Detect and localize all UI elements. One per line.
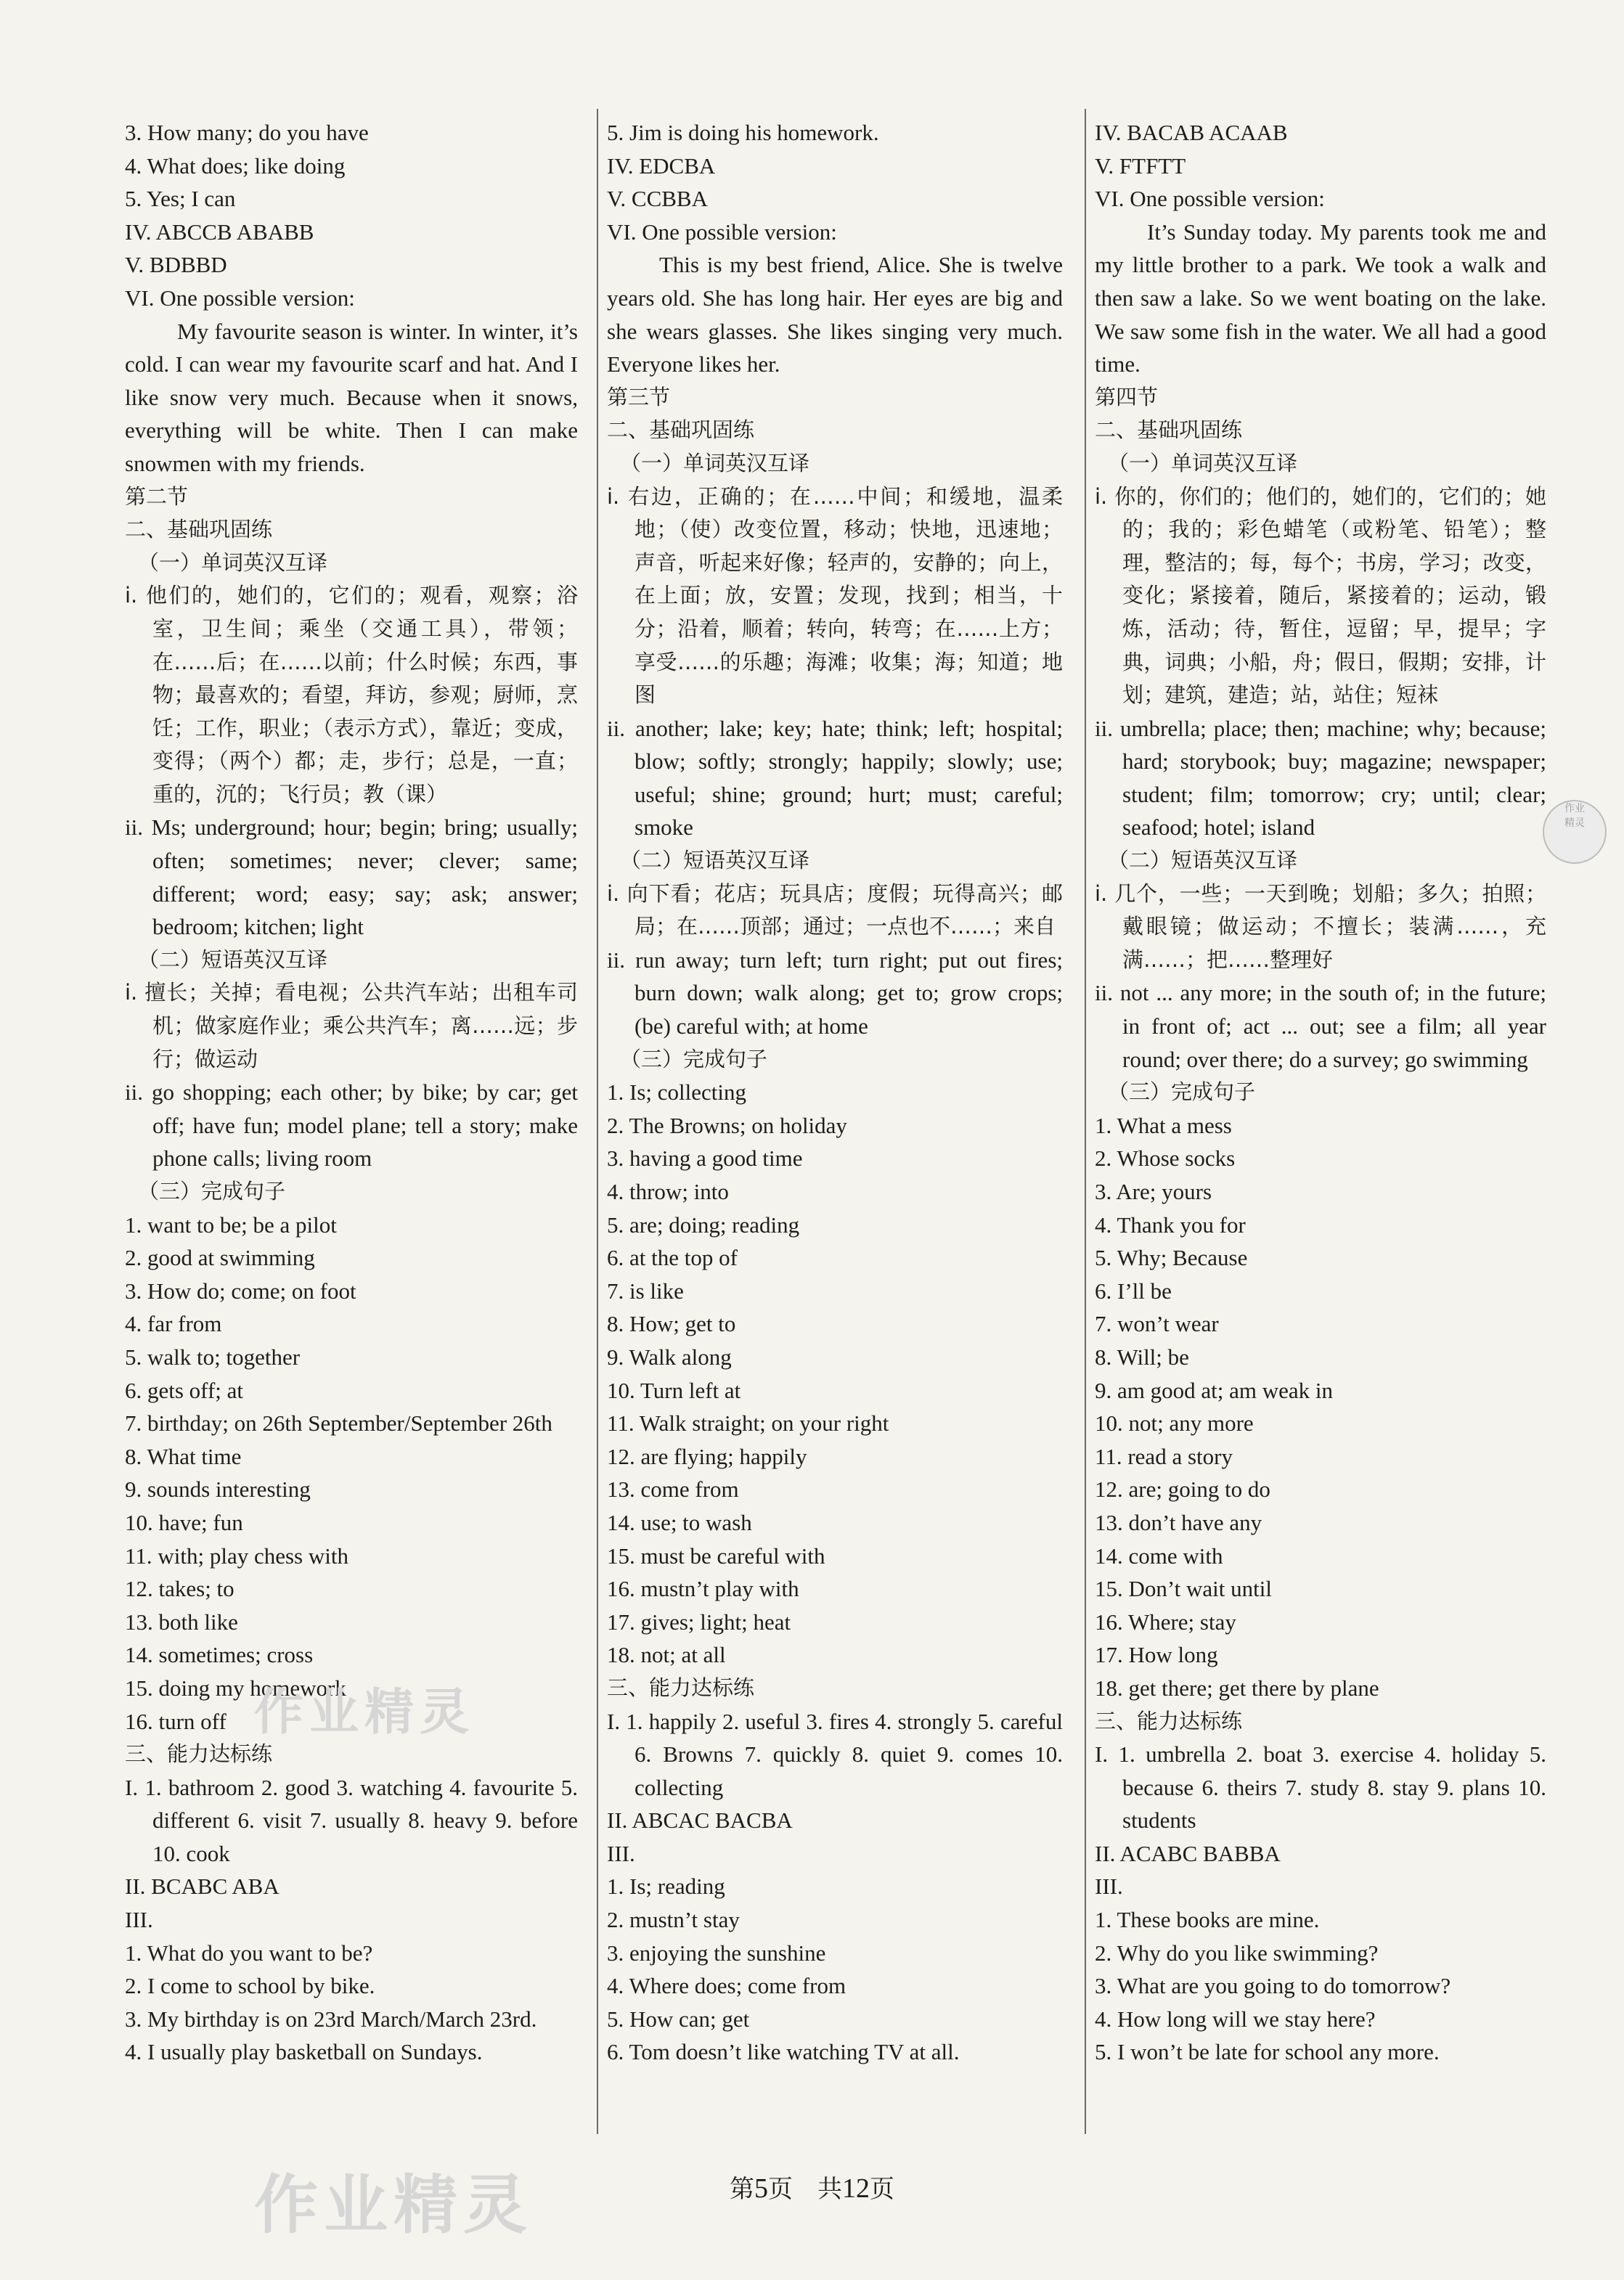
answer-line: 1. What a mess <box>1095 1112 1232 1138</box>
answer-line: VI. One possible version: <box>1095 186 1325 212</box>
answer-line: 18. get there; get there by plane <box>1095 1675 1379 1701</box>
answer-line: 3. Are; yours <box>1095 1179 1212 1204</box>
answer-line: 5. How can; get <box>607 2006 750 2032</box>
answer-line: V. BDBBD <box>125 252 227 278</box>
answer-line: IV. ABCCB ABABB <box>125 218 314 245</box>
answer-line: （三）完成句子 <box>620 1046 768 1071</box>
answer-line: 9. sounds interesting <box>125 1476 311 1503</box>
answer-line: 17. How long <box>1095 1642 1218 1668</box>
answer-line: V. FTFTT <box>1095 152 1186 179</box>
answer-line: 9. am good at; am weak in <box>1095 1377 1333 1403</box>
answer-line: 8. What time <box>125 1443 242 1469</box>
answer-line: 12. are; going to do <box>1095 1476 1270 1503</box>
answer-line: 5. I won’t be late for school any more. <box>1095 2039 1440 2065</box>
answer-line: 18. not; at all <box>607 1642 726 1668</box>
answer-line: 三、能力达标练 <box>1095 1708 1243 1733</box>
answer-line: 3. My birthday is on 23rd March/March 23rd. <box>125 2006 537 2032</box>
answer-line: III. <box>1095 1874 1123 1900</box>
answer-line: 4. Thank you for <box>1095 1211 1246 1238</box>
answer-line: II. ACABC BABBA <box>1095 1840 1281 1866</box>
answer-line: 2. Why do you like swimming? <box>1095 1940 1379 1966</box>
answer-line: 6. Tom doesn’t like watching TV at all. <box>607 2039 960 2065</box>
column-1 <box>125 116 578 2069</box>
answer-line: ii. go shopping; each other; by bike; by car; get off; have fun; model plane; tell a story; make phone calls; living room <box>125 1079 578 1172</box>
answer-line: 14. use; to wash <box>607 1509 752 1535</box>
answer-line: IV. BACAB ACAAB <box>1095 120 1288 145</box>
column-divider-2 <box>1085 109 1086 2134</box>
answer-line: It’s Sunday today. My parents took me and my little brother to a park. We took a walk and then saw a lake. So we went boating on the lake. We saw some fish in the water. We all had a good time. <box>1095 218 1546 377</box>
answer-line: 2. Whose socks <box>1095 1145 1236 1172</box>
answer-line: 1. Is; reading <box>607 1874 725 1900</box>
answer-line: 15. must be careful with <box>607 1543 825 1569</box>
answer-line: 11. read a story <box>1095 1443 1233 1469</box>
answer-line: V. CCBBA <box>607 186 708 212</box>
answer-line: i. 几个，一些；一天到晚；划船；多久；拍照；戴眼镜；做运动；不擅长；装满……，充满……；把……整理好 <box>1095 880 1546 972</box>
answer-line: （一）单词英汉互译 <box>138 549 328 575</box>
answer-line: I. 1. happily 2. useful 3. fires 4. strongly 5. careful 6. Browns 7. quickly 8. quiet 9. comes 10. collecting <box>607 1708 1063 1800</box>
answer-line: 12. are flying; happily <box>607 1443 807 1469</box>
footer-total-pages: 12 <box>842 2173 870 2204</box>
answer-line: IV. EDCBA <box>607 152 716 179</box>
answer-line: i. 右边，正确的；在……中间；和缓地，温柔地；（使）改变位置，移动；快地，迅速地；声音，听起来好像；轻声的，安静的；向上，在上面；放，安置；发现，找到；相当，十分；沿着，顺着；转向，转弯；在……上方；享受……的乐趣；海滩；收集；海；知道；地图 <box>607 483 1063 708</box>
answer-line: 3. enjoying the sunshine <box>607 1940 826 1966</box>
column-3 <box>1095 116 1546 2069</box>
answer-line: 二、基础巩固练 <box>1095 417 1243 443</box>
answer-line: 3. having a good time <box>607 1145 803 1172</box>
footer-prefix: 第 <box>730 2175 754 2204</box>
answer-line: 15. Don’t wait until <box>1095 1576 1272 1602</box>
answer-line: 13. don’t have any <box>1095 1509 1262 1535</box>
watermark-logo: 作业精灵 <box>254 1684 476 1741</box>
answer-line: （一）单词英汉互译 <box>620 450 810 475</box>
answer-line: I. 1. bathroom 2. good 3. watching 4. favourite 5. different 6. visit 7. usually 8. heavy 9. before 10. cook <box>125 1774 578 1866</box>
answer-line: 5. are; doing; reading <box>607 1211 800 1238</box>
answer-line: III. <box>607 1840 635 1866</box>
answer-line: 1. want to be; be a pilot <box>125 1211 337 1238</box>
answer-line: 三、能力达标练 <box>607 1675 755 1700</box>
stamp-logo: 作业 精灵 <box>1543 800 1607 864</box>
answer-line: ii. another; lake; key; hate; think; left; hospital; blow; softly; strongly; happily; slowly; use; useful; shine; ground; hurt; must; careful; smoke <box>607 715 1063 841</box>
answer-line: 16. Where; stay <box>1095 1609 1236 1635</box>
answer-line: 2. The Browns; on holiday <box>607 1112 847 1138</box>
answer-line: 5. Why; Because <box>1095 1245 1248 1271</box>
answer-line: 4. How long will we stay here? <box>1095 2006 1376 2032</box>
answer-line: 7. is like <box>607 1278 684 1304</box>
answer-line: 8. How; get to <box>607 1311 736 1337</box>
answer-line: （一）单词英汉互译 <box>1108 450 1298 475</box>
answer-line: （三）完成句子 <box>1108 1079 1256 1105</box>
answer-line: 二、基础巩固练 <box>607 417 755 443</box>
answer-line: 4. throw; into <box>607 1179 729 1204</box>
answer-line: 1. These books are mine. <box>1095 1907 1320 1933</box>
answer-line: 1. What do you want to be? <box>125 1940 373 1966</box>
answer-line: （二）短语英汉互译 <box>138 947 328 972</box>
answer-line: i. 向下看；花店；玩具店；度假；玩得高兴；邮局；在……顶部；通过；一点也不……；来自 <box>607 880 1063 939</box>
answer-line: （二）短语英汉互译 <box>1108 848 1298 873</box>
answer-line: 16. turn off <box>125 1708 227 1734</box>
answer-line: ii. not ... any more; in the south of; in the future; in front of; act ... out; see a film; all year round; over there; do a survey; go swimming <box>1095 980 1546 1072</box>
answer-line: 6. at the top of <box>607 1245 738 1271</box>
answer-line: 4. What does; like doing <box>125 152 346 179</box>
answer-line: II. ABCAC BACBA <box>607 1807 793 1834</box>
column-divider-1 <box>597 109 598 2134</box>
answer-line: 3. How many; do you have <box>125 120 369 145</box>
answer-line: 第二节 <box>125 483 189 509</box>
answer-line: VI. One possible version: <box>607 218 837 245</box>
answer-line: i. 你的，你们的；他们的，她们的，它们的；她的；我的；彩色蜡笔（或粉笔、铅笔）；整理，整洁的；每，每个；书房，学习；改变，变化；紧接着，随后，紧接着的；运动，锻炼，活动；待，暂住，逗留；早，提早；字典，词典；小船，舟；假日，假期；安排，计划；建筑，建造；站，站住；短袜 <box>1095 483 1546 708</box>
answer-line: i. 他们的，她们的，它们的；观看，观察；浴室，卫生间；乘坐（交通工具），带领；在……后；在……以前；什么时候；东西，事物；最喜欢的；看望，拜访，参观；厨师，烹饪；工作，职业；（表示方式），靠近；变成，变得；（两个）都；走，步行；总是，一直；重的，沉的；飞行员；教（课） <box>125 583 578 806</box>
watermark-logo-bottom: 作业精灵 <box>254 2167 534 2242</box>
answer-line: 11. with; play chess with <box>125 1543 348 1569</box>
answer-line: 1. Is; collecting <box>607 1079 746 1106</box>
answer-line: This is my best friend, Alice. She is twelve years old. She has long hair. Her eyes are big and she wears glasses. She likes singing very much. Everyone likes her. <box>607 252 1063 377</box>
answer-line: 2. mustn’t stay <box>607 1907 740 1933</box>
page-footer <box>0 2169 1624 2205</box>
answer-line: （三）完成句子 <box>138 1179 286 1204</box>
answer-line: 5. Jim is doing his homework. <box>607 120 879 145</box>
answer-line: 12. takes; to <box>125 1576 234 1602</box>
answer-line: 10. not; any more <box>1095 1410 1254 1437</box>
answer-line: 13. come from <box>607 1476 739 1503</box>
answer-line: 15. doing my homework <box>125 1675 346 1701</box>
answer-line: 7. birthday; on 26th September/September 26th <box>125 1410 552 1437</box>
answer-line: 4. far from <box>125 1311 222 1337</box>
answer-line: 5. Yes; I can <box>125 186 236 212</box>
answer-line: 10. Turn left at <box>607 1377 741 1403</box>
answer-line: i. 擅长；关掉；看电视；公共汽车站；出租车司机；做家庭作业；乘公共汽车；离……远；步行；做运动 <box>125 980 578 1071</box>
answer-line: 3. How do; come; on foot <box>125 1278 356 1304</box>
answer-line: III. <box>125 1907 153 1933</box>
answer-line: 第三节 <box>607 384 671 409</box>
answer-line: VI. One possible version: <box>125 285 355 311</box>
answer-line: 10. have; fun <box>125 1509 243 1535</box>
answer-line: ii. run away; turn left; turn right; put out fires; burn down; walk along; get to; grow crops; (be) careful with; at home <box>607 947 1063 1039</box>
footer-page-number: 5 <box>754 2173 768 2204</box>
answer-line: I. 1. umbrella 2. boat 3. exercise 4. holiday 5. because 6. theirs 7. study 8. stay 9. plans 10. students <box>1095 1741 1546 1834</box>
answer-line: 三、能力达标练 <box>125 1741 273 1767</box>
answer-line: II. BCABC ABA <box>125 1874 279 1900</box>
answer-line: 6. I’ll be <box>1095 1278 1172 1304</box>
answer-line: 第四节 <box>1095 384 1159 409</box>
answer-line: 3. What are you going to do tomorrow? <box>1095 1973 1451 1999</box>
answer-line: 11. Walk straight; on your right <box>607 1410 889 1437</box>
column-2 <box>607 116 1063 2069</box>
answer-line: 2. I come to school by bike. <box>125 1973 375 1999</box>
footer-suffix: 页 <box>870 2175 894 2204</box>
answer-line: 14. sometimes; cross <box>125 1642 314 1668</box>
answer-line: ii. Ms; underground; hour; begin; bring; usually; often; sometimes; never; clever; same; different; word; easy; say; ask; answer; bedroom; kitchen; light <box>125 814 578 940</box>
answer-line: 14. come with <box>1095 1543 1223 1569</box>
answer-line: 4. I usually play basketball on Sundays. <box>125 2039 483 2065</box>
answer-line: 16. mustn’t play with <box>607 1576 799 1602</box>
answer-line: 6. gets off; at <box>125 1377 244 1403</box>
answer-line: 13. both like <box>125 1609 238 1635</box>
answer-line: My favourite season is winter. In winter, it’s cold. I can wear my favourite scarf and hat. And I like snow very much. Because when it snows, everything will be white. Then I can make snowmen with my friends. <box>125 318 578 476</box>
answer-line: 9. Walk along <box>607 1344 732 1370</box>
answer-line: 8. Will; be <box>1095 1344 1189 1370</box>
answer-line: 5. walk to; together <box>125 1344 301 1370</box>
answer-line: 二、基础巩固练 <box>125 517 273 542</box>
footer-middle: 页 共 <box>768 2175 842 2204</box>
answer-line: ii. umbrella; place; then; machine; why; because; hard; storybook; buy; magazine; newspaper; student; film; tomorrow; cry; until; clear; seafood; hotel; island <box>1095 715 1546 841</box>
answer-line: 7. won’t wear <box>1095 1311 1219 1337</box>
answer-line: 2. good at swimming <box>125 1245 315 1271</box>
answer-line: 4. Where does; come from <box>607 1973 846 1999</box>
answer-line: （二）短语英汉互译 <box>620 848 810 873</box>
answer-line: 17. gives; light; heat <box>607 1609 791 1635</box>
